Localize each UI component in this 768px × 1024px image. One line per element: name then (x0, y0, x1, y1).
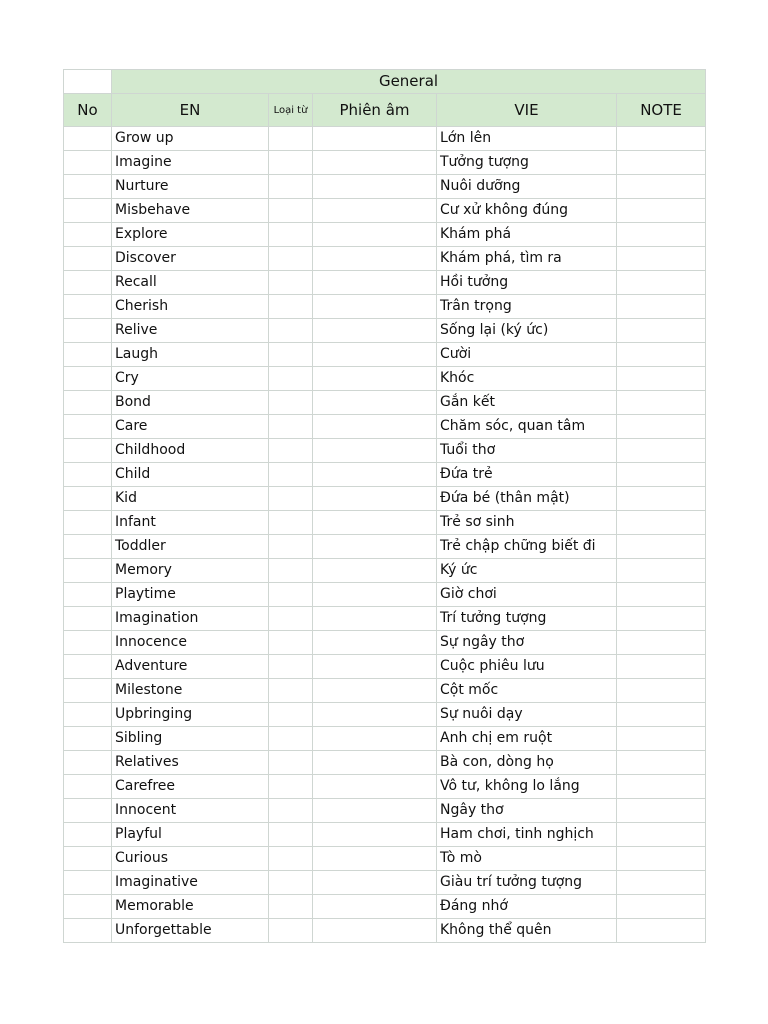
table-row (64, 487, 706, 511)
cell-pronunciation[interactable] (313, 679, 437, 703)
cell-pronunciation[interactable] (313, 847, 437, 871)
cell-word-type[interactable] (269, 631, 313, 655)
cell-no[interactable] (64, 871, 112, 895)
cell-word-type[interactable] (269, 799, 313, 823)
cell-note[interactable] (617, 823, 706, 847)
cell-vie[interactable]: Khóc (437, 367, 617, 391)
cell-pronunciation[interactable] (313, 583, 437, 607)
cell-vie[interactable]: Tuổi thơ (437, 439, 617, 463)
cell-no[interactable] (64, 343, 112, 367)
table-row (64, 511, 706, 535)
cell-pronunciation[interactable] (313, 727, 437, 751)
cell-pronunciation[interactable] (313, 487, 437, 511)
table-row (64, 607, 706, 631)
cell-word-type[interactable] (269, 679, 313, 703)
cell-word-type[interactable] (269, 199, 313, 223)
cell-note[interactable] (617, 199, 706, 223)
cell-no[interactable] (64, 823, 112, 847)
cell-no[interactable] (64, 415, 112, 439)
cell-word-type[interactable] (269, 439, 313, 463)
group-header-general[interactable]: General (112, 70, 706, 94)
cell-pronunciation[interactable] (313, 631, 437, 655)
cell-pronunciation[interactable] (313, 175, 437, 199)
cell-no[interactable] (64, 847, 112, 871)
cell-en[interactable]: Imagination (112, 607, 269, 631)
cell-pronunciation[interactable] (313, 463, 437, 487)
cell-vie[interactable]: Nuôi dưỡng (437, 175, 617, 199)
table-row (64, 631, 706, 655)
cell-pronunciation[interactable] (313, 271, 437, 295)
cell-word-type[interactable] (269, 319, 313, 343)
cell-no[interactable] (64, 751, 112, 775)
cell-note[interactable] (617, 727, 706, 751)
cell-word-type[interactable] (269, 175, 313, 199)
table-row (64, 199, 706, 223)
cell-note[interactable] (617, 535, 706, 559)
cell-en[interactable]: Sibling (112, 727, 269, 751)
cell-en[interactable]: Imagine (112, 151, 269, 175)
cell-word-type[interactable] (269, 583, 313, 607)
cell-note[interactable] (617, 655, 706, 679)
cell-pronunciation[interactable] (313, 895, 437, 919)
cell-en[interactable]: Kid (112, 487, 269, 511)
cell-en[interactable]: Discover (112, 247, 269, 271)
cell-en[interactable]: Carefree (112, 775, 269, 799)
table-row (64, 463, 706, 487)
cell-word-type[interactable] (269, 727, 313, 751)
cell-no[interactable] (64, 463, 112, 487)
cell-no[interactable] (64, 727, 112, 751)
cell-en[interactable]: Playful (112, 823, 269, 847)
cell-note[interactable] (617, 247, 706, 271)
cell-en[interactable]: Child (112, 463, 269, 487)
cell-word-type[interactable] (269, 223, 313, 247)
cell-note[interactable] (617, 415, 706, 439)
cell-note[interactable] (617, 871, 706, 895)
cell-en[interactable]: Curious (112, 847, 269, 871)
cell-word-type[interactable] (269, 295, 313, 319)
cell-vie[interactable]: Cư xử không đúng (437, 199, 617, 223)
cell-pronunciation[interactable] (313, 127, 437, 151)
cell-vie[interactable]: Tò mò (437, 847, 617, 871)
header-word-type[interactable]: Loại từ (269, 94, 313, 127)
table-row (64, 415, 706, 439)
cell-en[interactable]: Toddler (112, 535, 269, 559)
header-en[interactable]: EN (112, 94, 269, 127)
cell-pronunciation[interactable] (313, 199, 437, 223)
cell-en[interactable]: Cry (112, 367, 269, 391)
cell-no[interactable] (64, 367, 112, 391)
table-row (64, 919, 706, 943)
header-vie[interactable]: VIE (437, 94, 617, 127)
cell-pronunciation[interactable] (313, 295, 437, 319)
cell-word-type[interactable] (269, 703, 313, 727)
cell-note[interactable] (617, 271, 706, 295)
cell-pronunciation[interactable] (313, 439, 437, 463)
cell-no[interactable] (64, 919, 112, 943)
cell-vie[interactable]: Không thể quên (437, 919, 617, 943)
cell-word-type[interactable] (269, 823, 313, 847)
cell-vie[interactable]: Sống lại (ký ức) (437, 319, 617, 343)
table-row (64, 535, 706, 559)
cell-vie[interactable]: Khám phá (437, 223, 617, 247)
cell-vie[interactable]: Cuộc phiêu lưu (437, 655, 617, 679)
cell-vie[interactable]: Trẻ chập chững biết đi (437, 535, 617, 559)
cell-note[interactable] (617, 583, 706, 607)
cell-en[interactable]: Memory (112, 559, 269, 583)
cell-no[interactable] (64, 439, 112, 463)
cell-no[interactable] (64, 799, 112, 823)
cell-pronunciation[interactable] (313, 319, 437, 343)
cell-word-type[interactable] (269, 343, 313, 367)
cell-pronunciation[interactable] (313, 703, 437, 727)
cell-vie[interactable]: Cột mốc (437, 679, 617, 703)
cell-vie[interactable]: Ham chơi, tinh nghịch (437, 823, 617, 847)
cell-vie[interactable]: Chăm sóc, quan tâm (437, 415, 617, 439)
cell-en[interactable]: Adventure (112, 655, 269, 679)
cell-pronunciation[interactable] (313, 151, 437, 175)
cell-no[interactable] (64, 511, 112, 535)
cell-word-type[interactable] (269, 775, 313, 799)
cell-pronunciation[interactable] (313, 415, 437, 439)
cell-en[interactable]: Innocent (112, 799, 269, 823)
table-row (64, 439, 706, 463)
cell-no[interactable] (64, 319, 112, 343)
cell-no[interactable] (64, 175, 112, 199)
cell-note[interactable] (617, 319, 706, 343)
cell-vie[interactable]: Giàu trí tưởng tượng (437, 871, 617, 895)
cell-vie[interactable]: Vô tư, không lo lắng (437, 775, 617, 799)
cell-no[interactable] (64, 271, 112, 295)
cell-no[interactable] (64, 703, 112, 727)
cell-no[interactable] (64, 199, 112, 223)
cell-no[interactable] (64, 775, 112, 799)
cell-no[interactable] (64, 391, 112, 415)
cell-pronunciation[interactable] (313, 559, 437, 583)
cell-word-type[interactable] (269, 487, 313, 511)
cell-pronunciation[interactable] (313, 655, 437, 679)
corner-cell[interactable] (64, 70, 112, 94)
cell-en[interactable]: Nurture (112, 175, 269, 199)
cell-note[interactable] (617, 919, 706, 943)
cell-vie[interactable]: Sự nuôi dạy (437, 703, 617, 727)
cell-pronunciation[interactable] (313, 367, 437, 391)
cell-pronunciation[interactable] (313, 535, 437, 559)
cell-en[interactable]: Unforgettable (112, 919, 269, 943)
cell-vie[interactable]: Ngây thơ (437, 799, 617, 823)
cell-note[interactable] (617, 775, 706, 799)
cell-pronunciation[interactable] (313, 751, 437, 775)
table-row (64, 679, 706, 703)
table-row (64, 391, 706, 415)
cell-note[interactable] (617, 631, 706, 655)
cell-vie[interactable]: Bà con, dòng họ (437, 751, 617, 775)
cell-vie[interactable]: Anh chị em ruột (437, 727, 617, 751)
cell-vie[interactable]: Sự ngây thơ (437, 631, 617, 655)
cell-no[interactable] (64, 631, 112, 655)
cell-vie[interactable]: Cười (437, 343, 617, 367)
cell-note[interactable] (617, 463, 706, 487)
cell-word-type[interactable] (269, 607, 313, 631)
group-header-row (64, 70, 706, 94)
cell-word-type[interactable] (269, 535, 313, 559)
table-row (64, 871, 706, 895)
cell-en[interactable]: Playtime (112, 583, 269, 607)
cell-word-type[interactable] (269, 127, 313, 151)
cell-note[interactable] (617, 799, 706, 823)
cell-vie[interactable]: Giờ chơi (437, 583, 617, 607)
cell-word-type[interactable] (269, 655, 313, 679)
header-no[interactable]: No (64, 94, 112, 127)
cell-en[interactable]: Laugh (112, 343, 269, 367)
cell-note[interactable] (617, 607, 706, 631)
table-row (64, 655, 706, 679)
cell-word-type[interactable] (269, 559, 313, 583)
table-row (64, 559, 706, 583)
cell-en[interactable]: Recall (112, 271, 269, 295)
table-row (64, 895, 706, 919)
table-row (64, 751, 706, 775)
cell-no[interactable] (64, 535, 112, 559)
cell-en[interactable]: Imaginative (112, 871, 269, 895)
cell-no[interactable] (64, 487, 112, 511)
cell-en[interactable]: Innocence (112, 631, 269, 655)
cell-vie[interactable]: Tưởng tượng (437, 151, 617, 175)
table-row (64, 343, 706, 367)
cell-word-type[interactable] (269, 415, 313, 439)
cell-word-type[interactable] (269, 247, 313, 271)
cell-vie[interactable]: Ký ức (437, 559, 617, 583)
cell-no[interactable] (64, 607, 112, 631)
header-note[interactable]: NOTE (617, 94, 706, 127)
cell-en[interactable]: Explore (112, 223, 269, 247)
cell-vie[interactable]: Khám phá, tìm ra (437, 247, 617, 271)
cell-note[interactable] (617, 895, 706, 919)
cell-no[interactable] (64, 127, 112, 151)
table-row (64, 271, 706, 295)
cell-note[interactable] (617, 295, 706, 319)
cell-en[interactable]: Childhood (112, 439, 269, 463)
cell-en[interactable]: Cherish (112, 295, 269, 319)
cell-note[interactable] (617, 487, 706, 511)
cell-word-type[interactable] (269, 463, 313, 487)
cell-en[interactable]: Upbringing (112, 703, 269, 727)
cell-pronunciation[interactable] (313, 607, 437, 631)
cell-note[interactable] (617, 703, 706, 727)
cell-note[interactable] (617, 511, 706, 535)
cell-note[interactable] (617, 343, 706, 367)
cell-vie[interactable]: Lớn lên (437, 127, 617, 151)
cell-en[interactable]: Care (112, 415, 269, 439)
cell-note[interactable] (617, 223, 706, 247)
cell-pronunciation[interactable] (313, 343, 437, 367)
table-row (64, 319, 706, 343)
cell-vie[interactable]: Gắn kết (437, 391, 617, 415)
column-header-row (64, 94, 706, 127)
cell-word-type[interactable] (269, 751, 313, 775)
table-row (64, 367, 706, 391)
cell-note[interactable] (617, 439, 706, 463)
table-row (64, 175, 706, 199)
cell-vie[interactable]: Đứa trẻ (437, 463, 617, 487)
cell-pronunciation[interactable] (313, 391, 437, 415)
cell-en[interactable]: Memorable (112, 895, 269, 919)
cell-vie[interactable]: Trẻ sơ sinh (437, 511, 617, 535)
table-row (64, 823, 706, 847)
table-row (64, 727, 706, 751)
cell-word-type[interactable] (269, 871, 313, 895)
cell-word-type[interactable] (269, 151, 313, 175)
cell-note[interactable] (617, 751, 706, 775)
vocabulary-table (63, 69, 706, 943)
table-row (64, 583, 706, 607)
cell-pronunciation[interactable] (313, 511, 437, 535)
cell-note[interactable] (617, 175, 706, 199)
cell-vie[interactable]: Đứa bé (thân mật) (437, 487, 617, 511)
table-row (64, 703, 706, 727)
cell-pronunciation[interactable] (313, 775, 437, 799)
cell-note[interactable] (617, 679, 706, 703)
cell-pronunciation[interactable] (313, 919, 437, 943)
table-row (64, 127, 706, 151)
cell-word-type[interactable] (269, 511, 313, 535)
cell-pronunciation[interactable] (313, 799, 437, 823)
table-row (64, 775, 706, 799)
table-row (64, 847, 706, 871)
cell-note[interactable] (617, 847, 706, 871)
cell-no[interactable] (64, 895, 112, 919)
cell-en[interactable]: Relatives (112, 751, 269, 775)
cell-vie[interactable]: Đáng nhớ (437, 895, 617, 919)
cell-note[interactable] (617, 127, 706, 151)
table-row (64, 799, 706, 823)
cell-no[interactable] (64, 223, 112, 247)
cell-en[interactable]: Grow up (112, 127, 269, 151)
cell-no[interactable] (64, 679, 112, 703)
cell-en[interactable]: Misbehave (112, 199, 269, 223)
cell-pronunciation[interactable] (313, 247, 437, 271)
cell-word-type[interactable] (269, 391, 313, 415)
cell-note[interactable] (617, 367, 706, 391)
cell-word-type[interactable] (269, 847, 313, 871)
cell-word-type[interactable] (269, 919, 313, 943)
table-row (64, 151, 706, 175)
table-row (64, 223, 706, 247)
cell-note[interactable] (617, 151, 706, 175)
cell-no[interactable] (64, 655, 112, 679)
cell-word-type[interactable] (269, 271, 313, 295)
table-row (64, 295, 706, 319)
cell-en[interactable]: Relive (112, 319, 269, 343)
cell-no[interactable] (64, 295, 112, 319)
cell-no[interactable] (64, 151, 112, 175)
cell-no[interactable] (64, 559, 112, 583)
cell-pronunciation[interactable] (313, 823, 437, 847)
cell-en[interactable]: Bond (112, 391, 269, 415)
cell-word-type[interactable] (269, 895, 313, 919)
cell-note[interactable] (617, 559, 706, 583)
cell-en[interactable]: Milestone (112, 679, 269, 703)
cell-vie[interactable]: Trí tưởng tượng (437, 607, 617, 631)
header-pronunciation[interactable]: Phiên âm (313, 94, 437, 127)
cell-vie[interactable]: Trân trọng (437, 295, 617, 319)
cell-en[interactable]: Infant (112, 511, 269, 535)
cell-pronunciation[interactable] (313, 223, 437, 247)
cell-no[interactable] (64, 583, 112, 607)
cell-no[interactable] (64, 247, 112, 271)
cell-word-type[interactable] (269, 367, 313, 391)
cell-pronunciation[interactable] (313, 871, 437, 895)
cell-vie[interactable]: Hồi tưởng (437, 271, 617, 295)
table-row (64, 247, 706, 271)
cell-note[interactable] (617, 391, 706, 415)
